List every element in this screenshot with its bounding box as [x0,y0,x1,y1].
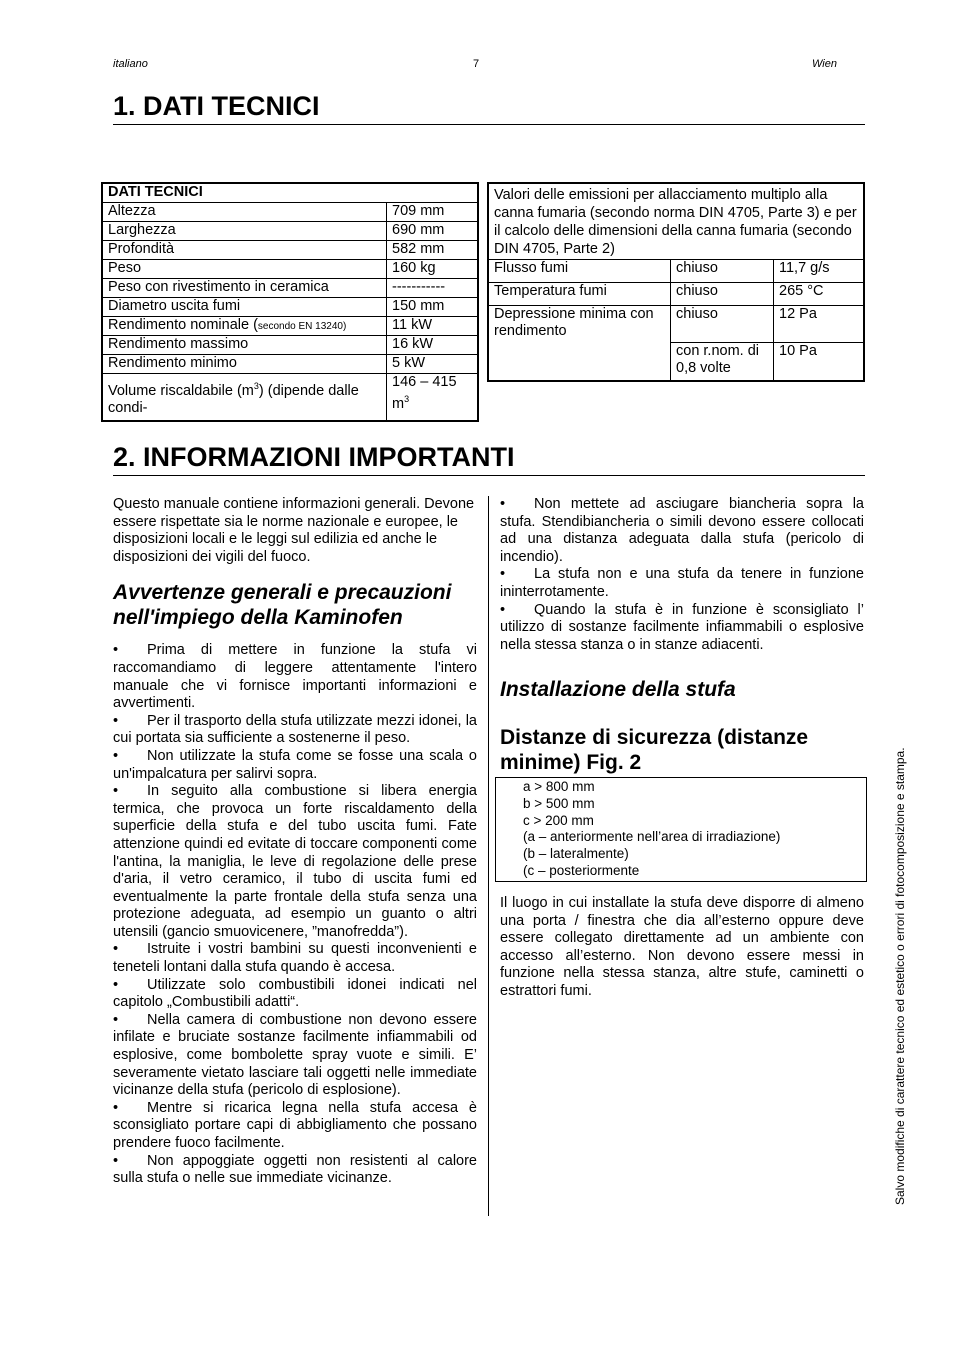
volume-value-sup: 3 [404,394,410,404]
section-2-title: INFORMAZIONI IMPORTANTI [143,442,515,472]
section-2-heading [113,442,865,476]
list-item [113,1012,477,1100]
table-row [488,260,864,283]
emissions-table [487,182,865,382]
nominal-label: Rendimento nominale ( [108,317,258,333]
general-warnings-title: Avvertenze generali e precauzioni nell'impiego della Kaminofen [113,581,452,630]
tech-label [102,317,387,336]
tech-label: Profondità [102,241,387,260]
section-1-title: DATI TECNICI [143,91,320,121]
tech-value: 150 mm [387,298,479,317]
tech-value: 5 kW [387,355,479,374]
tech-data-table [101,182,479,422]
column-divider [488,496,489,1216]
list-item [113,977,477,1012]
table-row [488,306,864,343]
emission-value: 265 °C [774,283,865,306]
table-row [102,355,478,374]
distance-item: b > 500 mm [523,795,595,811]
tech-label: Larghezza [102,222,387,241]
list-item [500,602,864,655]
header-language: italiano [113,58,148,70]
bullet-icon: • [113,642,119,659]
volume-value-text: 146 – 415 m [392,374,457,412]
left-column [113,496,477,1188]
bullet-text: La stufa non e una stufa da tenere in funzione ininterrotamente. [500,566,864,600]
bullet-icon: • [113,712,119,729]
bullet-text: Non appoggiate oggetti non resistenti al calore sulla stufa o nelle sue immediate vicinanze. [113,1152,477,1187]
bullet-icon: • [113,1152,119,1169]
emissions-intro: Valori delle emissioni per allacciamento multiplo alla canna fumaria (secondo norma DIN 4705, Parte 3) e per il calcolo delle dimensioni della canna fumaria (secondo DIN 4705, Parte 2) [488,183,864,260]
volume-sup: 3 [253,381,259,391]
list-item [113,713,477,748]
distance-item: (b – lateralmente) [523,846,629,862]
tech-value: ----------- [387,279,479,298]
emission-value: 11,7 g/s [774,260,865,283]
bullet-text: Non mettete ad asciugare biancheria sopra la stufa. Stendibiancheria o simili devono essere collocati ad una distanza adeguata dalla stufa (pericolo di incendio). [500,496,864,565]
bullet-text: In seguito alla combustione si libera energia termica, che provoca un forte riscaldamento della superficie della stufa e del tubo uscita fumi. Fate attenzione quindi ed evitate di toccare componenti come l'antina, la maniglia, le leve di regolazione delle prese d'aria, il vetro ceramico, il tubo di uscita fumi ed eventualmente la parte frontale della stufa senza una protezione adeguata, ad esempio un guanto o altri utensili (gancio smuovicenere, ”manofredda”). [113,783,477,940]
table-row [102,260,478,279]
bullet-text: Per il trasporto della stufa utilizzate mezzi idonei, la cui portata sia sufficiente a sostenerne il peso. [113,712,477,747]
emission-condition: chiuso [671,306,774,343]
emission-value: 12 Pa [774,306,865,343]
bullet-text: Non utilizzate la stufa come se fosse una scala o un'impalcatura per salirvi sopra. [113,747,477,782]
list-item [500,566,864,601]
emission-label: Flusso fumi [488,260,671,283]
emission-condition: con r.nom. di 0,8 volte [671,343,774,381]
bullet-text: Quando la stufa è in funzione è sconsigliato l’ utilizzo di sostanze facilmente infiammabili o esplosive nella stessa stanza o in stanze adiacenti. [500,601,864,653]
bullet-icon: • [113,747,119,764]
list-item [500,496,864,566]
distance-item: (a – anteriormente nell’area di irradiazione) [523,829,781,845]
table-row [102,279,478,298]
tech-label: Diametro uscita fumi [102,298,387,317]
header-model: Wien [812,58,837,70]
bullet-text: Nella camera di combustione non devono essere infilate e bruciate sostanze facilmente infiammabili od esplosive, come bombolette spray vuote e simili. E’ severamente vietato lasciare tali oggetti nelle immediate vicinanze della stufa (pericolo di esplosione). [113,1011,477,1099]
table-row [102,298,478,317]
volume-label [102,374,387,421]
intro-paragraph: Questo manuale contiene informazioni generali. Devone essere rispettate sia le norme nazionale e europee, le disposizioni locali e le leggi sul edilizia ed anche le disposizioni dei vigili del fuoco. [113,496,475,565]
tech-label: Altezza [102,203,387,222]
distance-item: c > 200 mm [523,812,594,828]
tech-value: 690 mm [387,222,479,241]
section-1-heading [113,91,865,125]
emission-condition: chiuso [671,260,774,283]
distance-item: a > 800 mm [523,779,595,794]
volume-label-a: Volume riscaldabile (m [108,382,254,399]
tech-label: Rendimento massimo [102,336,387,355]
table-row [102,203,478,222]
table-row [102,241,478,260]
tech-value: 16 kW [387,336,479,355]
list-item [113,783,477,941]
emission-label: Depressione minima con rendimento [488,306,671,381]
list-item [113,941,477,976]
list-item [113,748,477,783]
tech-value: 11 kW [387,317,479,336]
tech-label: Peso [102,260,387,279]
bullet-icon: • [113,1011,119,1028]
tech-table-title: DATI TECNICI [102,183,478,203]
bullet-icon: • [500,566,506,583]
emission-condition: chiuso [671,283,774,306]
table-row [488,283,864,306]
bullet-text: Prima di mettere in funzione la stufa vi raccomandiamo di leggere attentamente l'intero manuale che vi fornisce importanti informazioni e avvertimenti. [113,642,477,712]
volume-label-b: ) (dipende dalle condi- [108,382,359,416]
tech-label: Peso con rivestimento in ceramica [102,279,387,298]
bullet-text: Istruite i vostri bambini su questi inconvenienti e teneteli lontani dalla stufa quando è accesa. [113,941,477,976]
tech-value: 582 mm [387,241,479,260]
installation-title: Installazione della stufa [500,678,736,702]
bullet-icon: • [113,783,119,800]
table-row [102,374,478,421]
section-1-number: 1. [113,91,136,121]
list-item [113,1153,477,1188]
placement-paragraph: Il luogo in cui installate la stufa deve disporre di almeno una porta / finestra che dia all’esterno oppure deve essere collegato direttamente ad un ambiente con accesso all’esterno. Non devono essere messi in funzione nella stessa stanza, altre stufe, caminetti o estrattori fumi. [500,895,864,999]
list-item [113,642,477,712]
bullet-icon: • [113,1099,119,1116]
bullet-icon: • [500,496,506,512]
volume-value [387,374,479,421]
table-row [102,317,478,336]
emission-value: 10 Pa [774,343,865,381]
bullet-icon: • [500,601,506,618]
section-2-number: 2. [113,442,136,472]
emission-label: Temperatura fumi [488,283,671,306]
distance-item: (c – posteriormente [523,862,640,878]
tech-value: 709 mm [387,203,479,222]
side-disclaimer: Salvo modifiche di carattere tecnico ed estetico o errori di fotocomposizione e stampa. [893,747,907,1205]
bullet-icon: • [113,941,119,958]
safety-distance-title: Distanze di sicurezza (distanze minime) Fig. 2 [500,726,809,775]
page-number: 7 [473,58,480,70]
table-row [102,336,478,355]
bullet-icon: • [113,976,119,993]
tech-label: Rendimento minimo [102,355,387,374]
distances-box [495,777,867,882]
bullet-text: Utilizzate solo combustibili idonei indicati nel capitolo „Combustibili adatti“. [113,976,477,1011]
bullet-text: Mentre si ricarica legna nella stufa accesa è sconsigliato portare capi di abbigliamento che possano prendere fuoco facilmente. [113,1099,477,1151]
table-row [102,222,478,241]
tech-value: 160 kg [387,260,479,279]
nominal-note: secondo EN 13240) [257,321,347,332]
right-column [500,496,864,775]
list-item [113,1100,477,1153]
